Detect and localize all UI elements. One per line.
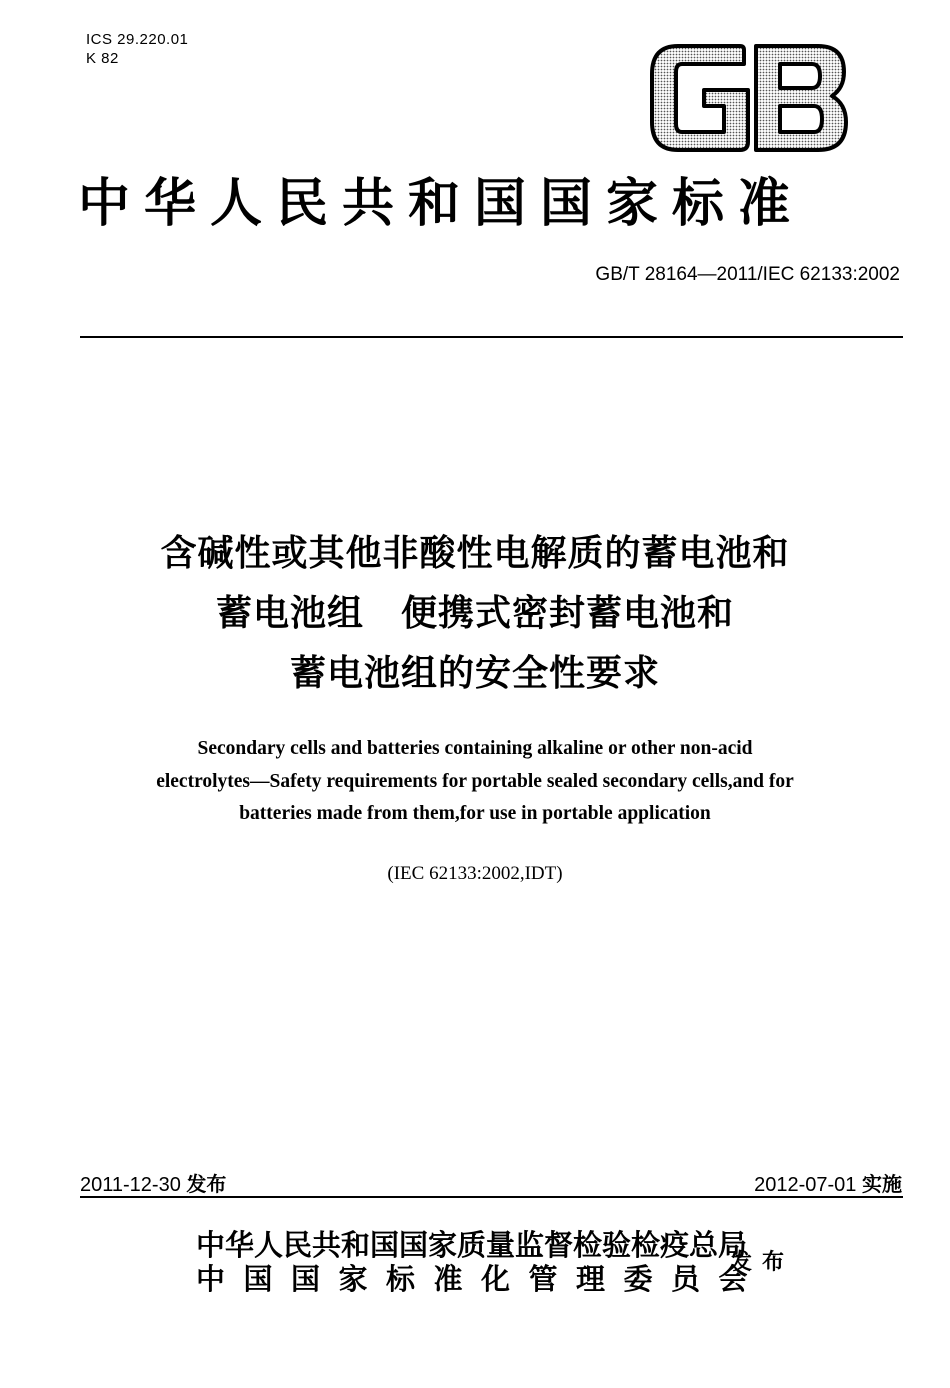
title-chinese-line-1: 含碱性或其他非酸性电解质的蓄电池和 (160, 533, 790, 574)
standard-code: GB/T 28164—2011/IEC 62133:2002 (595, 264, 900, 285)
issue-date-block (80, 1168, 226, 1197)
issuer-sac: 中国国家标准化管理委员会 (196, 1262, 767, 1296)
title-chinese (40, 524, 910, 704)
equivalence-statement: (IEC 62133:2002,IDT) (387, 863, 563, 884)
header-divider (80, 336, 903, 338)
masthead-title: 中华人民共和国国家标准 (78, 173, 805, 234)
issuer-aqsiq: 中华人民共和国国家质量监督检验检疫总局 (196, 1228, 748, 1262)
implementation-date: 2012-07-01 (754, 1174, 857, 1196)
title-english (60, 733, 890, 831)
issuing-organizations (196, 1228, 766, 1296)
title-english-line-1: Secondary cells and batteries containing alkaline or other non-acid (197, 738, 753, 759)
title-english-line-3: batteries made from them,for use in portable application (239, 803, 711, 824)
ics-code: ICS 29.220.01 (86, 31, 189, 48)
gb-logo (648, 44, 848, 152)
implementation-date-block (754, 1168, 902, 1197)
issue-date: 2011-12-30 (80, 1174, 181, 1196)
title-chinese-line-2: 蓄电池组 便携式密封蓄电池和 (215, 593, 734, 634)
implementation-label: 实施 (862, 1174, 902, 1196)
classification-codes (86, 30, 188, 68)
title-chinese-line-3: 蓄电池组的安全性要求 (289, 653, 660, 694)
publish-label: 发布 (730, 1249, 795, 1275)
footer-divider (80, 1196, 903, 1198)
issue-label: 发布 (186, 1174, 227, 1196)
title-english-line-2: electrolytes—Safety requirements for portable sealed secondary cells,and for (156, 770, 794, 792)
ccs-code: K 82 (86, 50, 119, 67)
